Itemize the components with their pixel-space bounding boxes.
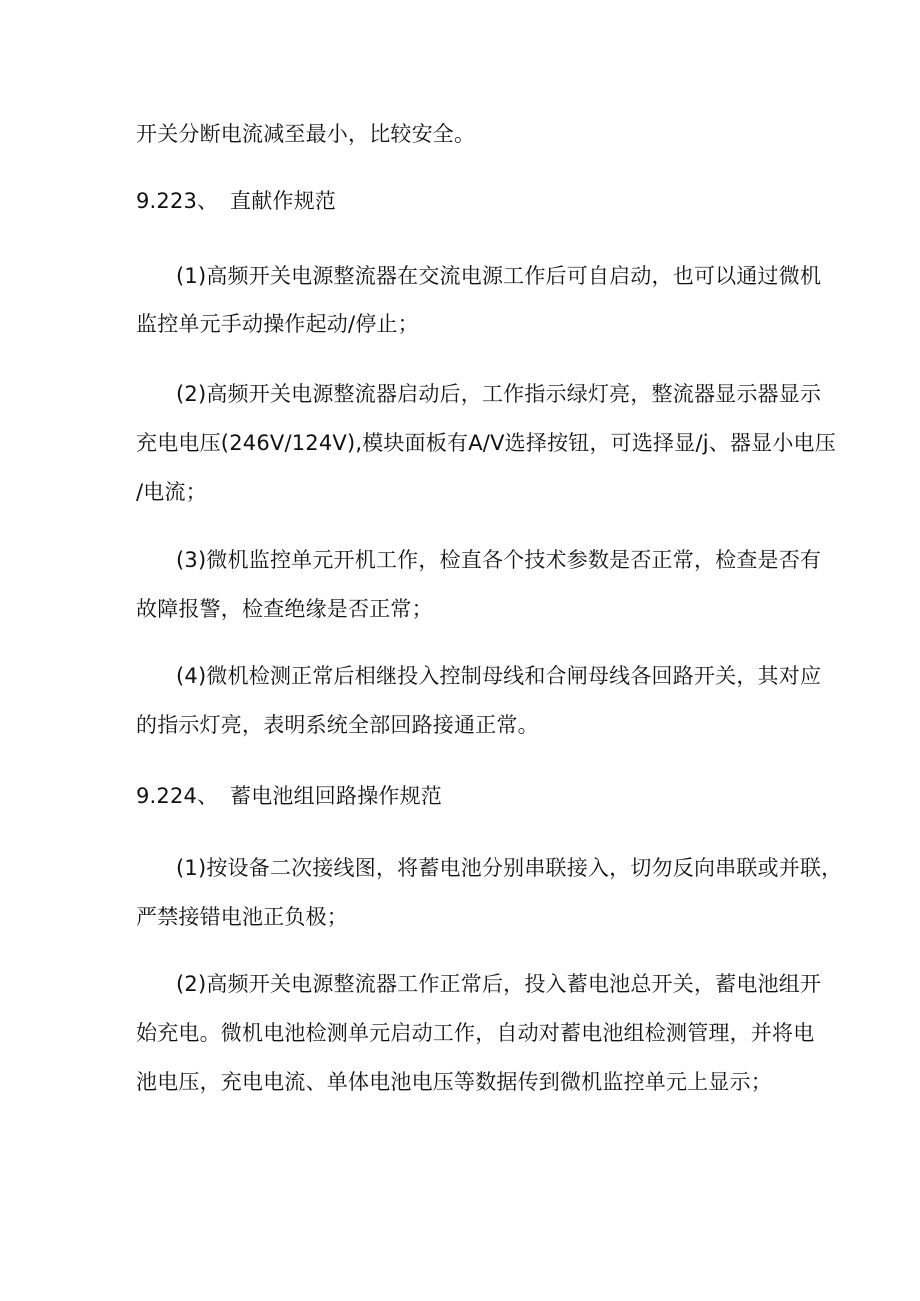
paragraph-line: 始充电。微机电池检测单元启动工作，自动对蓄电池组检测管理，并将电 [136,1021,815,1045]
section-heading-9-223 [136,187,336,215]
paragraph-line: (3)微机监控单元开机工作，检直各个技术参数是否正常，检查是否有 [176,548,822,572]
section-number: 9.223、 [136,189,219,213]
paragraph-line: (1)高频开关电源整流器在交流电源工作后可自启动，也可以通过微机 [176,264,822,288]
paragraph-line: 故障报警，检查绝缘是否正常； [136,597,433,621]
section-title: 蓄电池组回路操作规范 [230,784,442,808]
paragraph-line: 监控单元手动操作起动/停止； [136,312,419,336]
section-heading-9-224 [136,782,442,810]
section-title: 直献作规范 [230,189,336,213]
paragraph-line: (2)高频开关电源整流器启动后，工作指示绿灯亮，整流器显示器显示 [176,382,822,406]
paragraph-line: /电流； [136,480,207,504]
paragraph-line: 的指示灯亮，表明系统全部回路接通正常。 [136,713,539,737]
section-number: 9.224、 [136,784,219,808]
paragraph-line: 严禁接错电池正负极； [136,905,348,929]
paragraph-line: 开关分断电流减至最小，比较安全。 [136,122,476,146]
paragraph-line: 充电电压(246V/124V),模块面板有A/V选择按钮，可选择显/j、器显小电压 [136,431,836,455]
paragraph-line: (1)按设备二次接线图，将蓄电池分别串联接入，切勿反向串联或并联， [176,856,843,880]
paragraph-line: (2)高频开关电源整流器工作正常后，投入蓄电池总开关，蓄电池组开 [176,972,822,996]
paragraph-line: (4)微机检测正常后相继投入控制母线和合闸母线各回路开关，其对应 [176,664,822,688]
paragraph-line: 池电压，充电电流、单体电池电压等数据传到微机监控单元上显示； [136,1070,772,1094]
